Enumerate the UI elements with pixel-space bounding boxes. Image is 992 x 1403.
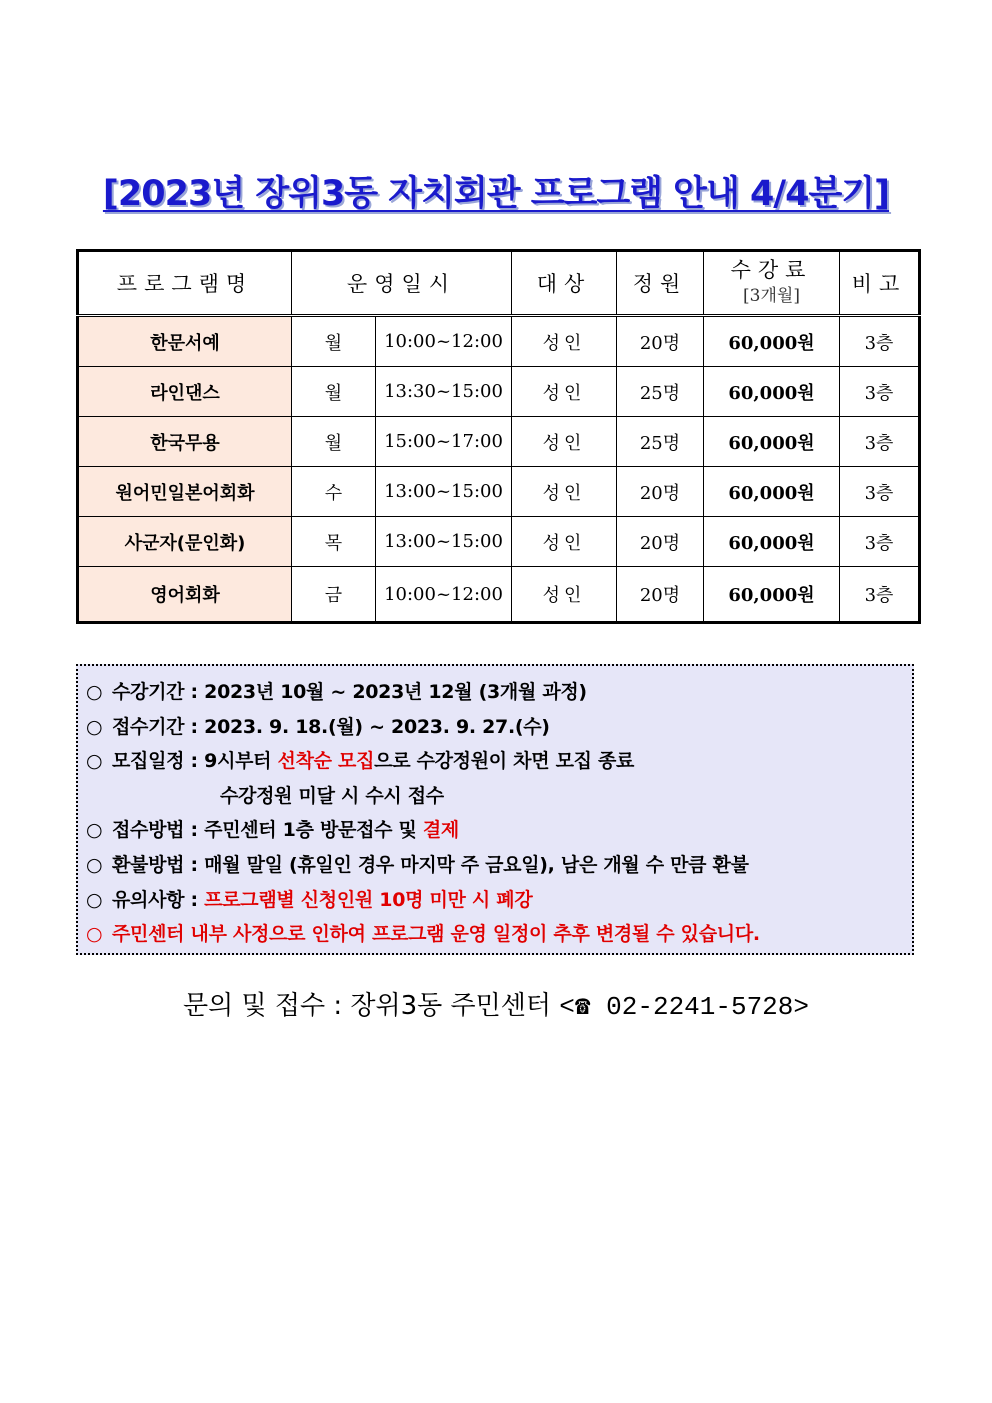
program-name: 영어회화 <box>78 567 292 623</box>
program-fee: 60,000원 <box>704 367 840 417</box>
program-target: 성인 <box>512 567 617 623</box>
program-note: 3층 <box>840 517 920 567</box>
notice-reception-text: 접수기간 : 2023. 9. 18.(월) ~ 2023. 9. 27.(수) <box>112 715 550 738</box>
program-name: 한국무용 <box>78 417 292 467</box>
header-fee-label: 수강료 <box>730 258 813 282</box>
notice-caution-prefix: 유의사항 : <box>112 888 205 911</box>
page-title: [2023년 장위3동 자치회관 프로그램 안내 4/4분기] <box>102 174 890 214</box>
notice-caution-highlight: 프로그램별 신청인원 10명 미만 시 폐강 <box>204 888 533 911</box>
program-fee: 60,000원 <box>704 567 840 623</box>
notice-recruit-prefix: 모집일정 : 9시부터 <box>112 750 278 773</box>
table-row <box>78 367 920 417</box>
header-capacity: 정원 <box>617 251 704 316</box>
program-name: 원어민일본어회화 <box>78 467 292 517</box>
header-note: 비고 <box>840 251 920 316</box>
program-note: 3층 <box>840 467 920 517</box>
program-day: 월 <box>292 367 376 417</box>
notice-disclaimer <box>86 917 912 952</box>
notice-caution <box>86 883 912 918</box>
header-program: 프로그램명 <box>78 251 292 316</box>
notice-refund <box>86 848 912 883</box>
program-note: 3층 <box>840 417 920 467</box>
program-day: 금 <box>292 567 376 623</box>
program-name: 라인댄스 <box>78 367 292 417</box>
program-target: 성인 <box>512 467 617 517</box>
notice-period <box>86 675 912 710</box>
notice-recruit-highlight: 선착순 모집 <box>277 750 375 773</box>
table-row <box>78 467 920 517</box>
notice-reception <box>86 710 912 745</box>
header-target: 대상 <box>512 251 617 316</box>
table-row <box>78 417 920 467</box>
program-target: 성인 <box>512 417 617 467</box>
bullet-circle-icon: ○ <box>86 819 103 842</box>
program-name: 한문서예 <box>78 316 292 367</box>
program-capacity: 25명 <box>617 417 704 467</box>
bullet-circle-icon: ○ <box>86 750 103 773</box>
notice-period-text: 수강기간 : 2023년 10월 ~ 2023년 12월 (3개월 과정) <box>112 681 587 703</box>
program-note: 3층 <box>840 316 920 367</box>
table-row <box>78 567 920 623</box>
program-target: 성인 <box>512 316 617 367</box>
notice-recruit-line2: 수강정원 미달 시 수시 접수 <box>220 784 444 807</box>
program-time: 10:00~12:00 <box>376 567 512 623</box>
program-capacity: 25명 <box>617 367 704 417</box>
program-time: 13:00~15:00 <box>376 467 512 517</box>
notice-method-highlight: 결제 <box>422 819 459 842</box>
program-target: 성인 <box>512 517 617 567</box>
program-fee: 60,000원 <box>704 417 840 467</box>
program-day: 목 <box>292 517 376 567</box>
program-capacity: 20명 <box>617 467 704 517</box>
program-target: 성인 <box>512 367 617 417</box>
notice-method <box>86 813 912 848</box>
program-day: 수 <box>292 467 376 517</box>
program-note: 3층 <box>840 567 920 623</box>
notice-refund-text: 환불방법 : 매월 말일 (휴일인 경우 마지막 주 금요일), 남은 개월 수 만큼 환불 <box>112 853 749 876</box>
program-time: 15:00~17:00 <box>376 417 512 467</box>
program-fee: 60,000원 <box>704 316 840 367</box>
bullet-circle-icon: ○ <box>86 715 103 738</box>
program-fee: 60,000원 <box>704 467 840 517</box>
contact-label: 문의 및 접수 : 장위3동 주민센터 <box>183 991 560 1021</box>
table-row <box>78 316 920 367</box>
program-day: 월 <box>292 316 376 367</box>
bullet-circle-icon: ○ <box>86 853 103 876</box>
program-capacity: 20명 <box>617 517 704 567</box>
table-header-row <box>78 251 920 316</box>
program-name: 사군자(문인화) <box>78 517 292 567</box>
notice-disclaimer-text: 주민센터 내부 사정으로 인하여 프로그램 운영 일정이 추후 변경될 수 있습니다. <box>112 923 760 946</box>
notice-recruit-suffix: 으로 수강정원이 차면 모집 종료 <box>374 750 635 773</box>
header-fee-sub: [3개월] <box>743 286 800 306</box>
program-time: 10:00~12:00 <box>376 316 512 367</box>
notice-box <box>76 664 914 955</box>
header-schedule: 운영일시 <box>292 251 512 316</box>
notice-method-prefix: 접수방법 : 주민센터 1층 방문접수 및 <box>112 819 423 842</box>
header-fee <box>704 251 840 316</box>
program-capacity: 20명 <box>617 567 704 623</box>
contact-phone: <☎ 02-2241-5728> <box>559 992 809 1022</box>
notice-recruit <box>86 744 912 779</box>
program-time: 13:00~15:00 <box>376 517 512 567</box>
program-table <box>76 249 921 624</box>
contact-line <box>0 985 992 1022</box>
program-day: 월 <box>292 417 376 467</box>
bullet-circle-icon: ○ <box>86 923 103 946</box>
program-note: 3층 <box>840 367 920 417</box>
bullet-circle-icon: ○ <box>86 888 103 911</box>
table-row <box>78 517 920 567</box>
bullet-circle-icon: ○ <box>86 681 103 703</box>
program-capacity: 20명 <box>617 316 704 367</box>
program-time: 13:30~15:00 <box>376 367 512 417</box>
program-fee: 60,000원 <box>704 517 840 567</box>
